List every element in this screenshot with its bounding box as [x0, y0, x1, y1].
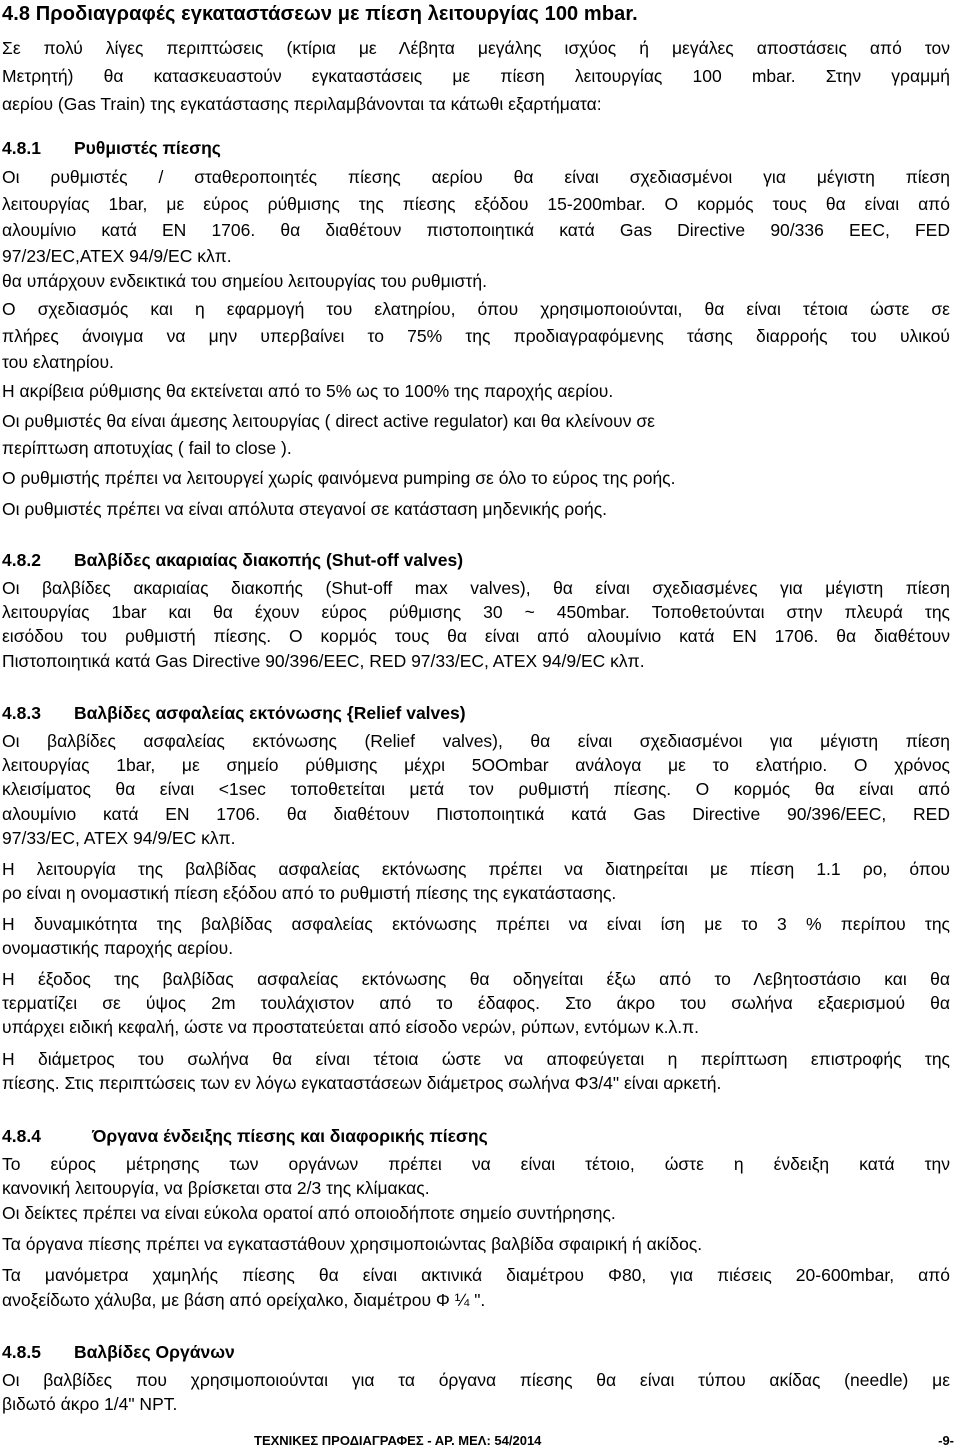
- paragraph-line: αλουμίνιο κατά ΕΝ 1706. θα διαθέτουν Πιστοποιητικά κατά Gas Directive 90/396/EEC, RED: [2, 804, 950, 824]
- paragraph-line: Η έξοδος της βαλβίδας ασφαλείας εκτόνωσης θα οδηγείται έξω από το Λεβητοστάσιο και θα: [2, 969, 950, 989]
- subsection-title: Όργανα ένδειξης πίεσης και διαφορικής πίεσης: [92, 1126, 488, 1146]
- paragraph-line: ονομαστικής παροχής αερίου.: [2, 938, 234, 958]
- page-number: -9-: [938, 1433, 954, 1448]
- paragraph-line: λειτουργίας 1bar, με εύρος ρύθμισης της πίεσης εξόδου 15-200mbar. Ο κορμός τους θα είναι από: [2, 194, 950, 214]
- paragraph-line: αλουμίνιο κατά ΕΝ 1706. θα διαθέτουν πιστοποιητικά κατά Gas Directive 90/336 EEC, FED: [2, 220, 950, 240]
- paragraph-line: θα υπάρχουν ενδεικτικά του σημείου λειτουργίας του ρυθμιστή.: [2, 271, 487, 291]
- paragraph-line: κανονική λειτουργία, να βρίσκεται στα 2/3 της κλίμακας.: [2, 1178, 430, 1198]
- paragraph-line: Η λειτουργία της βαλβίδας ασφαλείας εκτόνωσης πρέπει να διατηρείται με πίεση 1.1 ρο, όπου: [2, 859, 950, 879]
- subsection-title: Βαλβίδες ακαριαίας διακοπής (Shut-off valves): [74, 550, 464, 570]
- paragraph-line: 97/23/EC,ATEX 94/9/EC κλπ.: [2, 246, 232, 266]
- paragraph-line: βιδωτό άκρο 1/4" NPT.: [2, 1394, 178, 1414]
- paragraph-line: πίεσης. Στις περιπτώσεις των εν λόγω εγκαταστάσεων διάμετρος σωλήνα Φ3/4" είναι αρκετή.: [2, 1073, 722, 1093]
- paragraph-line: λειτουργίας 1bar και θα έχουν εύρος ρύθμισης 30 ~ 450mbar. Τοποθετούνται στην πλευρά της: [2, 602, 950, 622]
- subsection-heading: [2, 1342, 235, 1363]
- paragraph-line: ρο είναι η ονομαστική πίεση εξόδου από το ρυθμιστή πίεσης της εγκατάστασης.: [2, 883, 617, 903]
- paragraph-line: ανοξείδωτο χάλυβα, με βάση από ορείχαλκο, διαμέτρου Φ ¼ ".: [2, 1290, 486, 1310]
- paragraph-line: Οι βαλβίδες ακαριαίας διακοπής (Shut-off max valves), θα είναι σχεδιασμένες για μέγιστη πίεση: [2, 578, 950, 598]
- paragraph-line: Οι ρυθμιστές / σταθεροποιητές πίεσης αερίου θα είναι σχεδιασμένοι για μέγιστη πίεση: [2, 167, 950, 187]
- subsection-heading: [2, 550, 463, 571]
- paragraph-line: Πιστοποιητικά κατά Gas Directive 90/396/EEC, RED 97/33/EC, ATEX 94/9/EC κλπ.: [2, 651, 645, 671]
- paragraph-line: Οι βαλβίδες που χρησιμοποιούνται για τα όργανα πίεσης θα είναι τύπου ακίδας (needle) με: [2, 1370, 950, 1390]
- paragraph-line: εισόδου του ρυθμιστή πίεσης. Ο κορμός τους θα είναι από αλουμίνιο κατά ΕΝ 1706. θα διαθέτουν: [2, 626, 950, 646]
- paragraph-line: Οι βαλβίδες ασφαλείας εκτόνωσης (Relief valves), θα είναι σχεδιασμένοι για μέγιστη πίεση: [2, 731, 950, 751]
- paragraph-line: περίπτωση αποτυχίας ( fail to close ).: [2, 438, 292, 458]
- intro-line: Μετρητή) θα κατασκευαστούν εγκαταστάσεις με πίεση λειτουργίας 100 mbar. Στην γραμμή: [2, 66, 950, 86]
- subsection-title: Ρυθμιστές πίεσης: [74, 138, 221, 158]
- subsection-title: Βαλβίδες ασφαλείας εκτόνωσης {Relief valves): [74, 703, 466, 723]
- subsection-number: 4.8.5: [2, 1342, 41, 1362]
- paragraph-line: του ελατηρίου.: [2, 352, 114, 372]
- page-footer: [0, 1432, 960, 1450]
- paragraph-line: πλήρες άνοιγμα να μην υπερβαίνει το 75% της προδιαγραφόμενης τάσης διαρροής του υλικού: [2, 326, 950, 346]
- paragraph-line: Τα όργανα πίεσης πρέπει να εγκαταστάθουν χρησιμοποιώντας βαλβίδα σφαιρική ή ακίδος.: [2, 1234, 703, 1254]
- section-heading: 4.8 Προδιαγραφές εγκαταστάσεων με πίεση λειτουργίας 100 mbar.: [2, 3, 638, 25]
- subsection-number: 4.8.4: [2, 1126, 41, 1146]
- paragraph-line: Οι ρυθμιστές θα είναι άμεσης λειτουργίας ( direct active regulator) και θα κλείνουν σε: [2, 411, 655, 431]
- paragraph-line: λειτουργίας 1bar, με σημείο ρύθμισης μέχρι 5OOmbar ανάλογα με το ελατήριο. Ο χρόνος: [2, 755, 950, 775]
- subsection-number: 4.8.3: [2, 703, 41, 723]
- paragraph-line: Η δυναμικότητα της βαλβίδας ασφαλείας εκτόνωσης πρέπει να είναι ίση με το 3 % περίπου της: [2, 914, 950, 934]
- paragraph-line: τερματίζει σε ύψος 2m τουλάχιστον από το έδαφος. Στο άκρο του σωλήνα εξαερισμού θα: [2, 993, 950, 1013]
- paragraph-line: Το εύρος μέτρησης των οργάνων πρέπει να είναι τέτοιο, ώστε η ένδειξη κατά την: [2, 1154, 950, 1174]
- paragraph-line: Οι ρυθμιστές πρέπει να είναι απόλυτα στεγανοί σε κατάσταση μηδενικής ροής.: [2, 499, 608, 519]
- paragraph-line: Ο ρυθμιστής πρέπει να λειτουργεί χωρίς φαινόμενα pumping σε όλο το εύρος της ροής.: [2, 468, 676, 488]
- subsection-number: 4.8.1: [2, 138, 41, 158]
- subsection-number: 4.8.2: [2, 550, 41, 570]
- subsection-heading: [2, 1126, 488, 1147]
- intro-line: Σε πολύ λίγες περιπτώσεις (κτίρια με Λέβητα μεγάλης ισχύος ή μεγάλες αποστάσεις από τον: [2, 38, 950, 58]
- subsection-heading: [2, 703, 466, 724]
- paragraph-line: Η διάμετρος του σωλήνα θα είναι τέτοια ώστε να αποφεύγεται η περίπτωση επιστροφής της: [2, 1049, 950, 1069]
- paragraph-line: Ο σχεδιασμός και η εφαρμογή του ελατηρίου, όπου χρησιμοποιούνται, θα είναι τέτοια ώστε σε: [2, 299, 950, 319]
- paragraph-line: υπάρχει ειδική κεφαλή, ώστε να προστατεύεται από είσοδο νερών, ρύπων, εντόμων κ.λ.π.: [2, 1017, 700, 1037]
- paragraph-line: Οι δείκτες πρέπει να είναι εύκολα ορατοί από οποιοδήποτε σημείο συντήρησης.: [2, 1203, 616, 1223]
- paragraph-line: Η ακρίβεια ρύθμισης θα εκτείνεται από το 5% ως το 100% της παροχής αερίου.: [2, 381, 614, 401]
- paragraph-line: Τα μανόμετρα χαμηλής πίεσης θα είναι ακτινικά διαμέτρου Φ80, για πιέσεις 20-600mbar, από: [2, 1265, 950, 1285]
- paragraph-line: 97/33/EC, ATEX 94/9/EC κλπ.: [2, 828, 236, 848]
- subsection-heading: [2, 138, 221, 159]
- subsection-title: Βαλβίδες Οργάνων: [74, 1342, 235, 1362]
- footer-title: ΤΕΧΝΙΚΕΣ ΠΡΟΔΙΑΓΡΑΦΕΣ - ΑΡ. ΜΕΛ: 54/2014: [254, 1433, 542, 1448]
- paragraph-line: κλεισίματος θα είναι <1sec τοποθετείται μετά τον ρυθμιστή πίεσης. Ο κορμός θα είναι από: [2, 779, 950, 799]
- intro-line: αερίου (Gas Train) της εγκατάστασης περιλαμβάνονται τα κάτωθι εξαρτήματα:: [2, 94, 602, 114]
